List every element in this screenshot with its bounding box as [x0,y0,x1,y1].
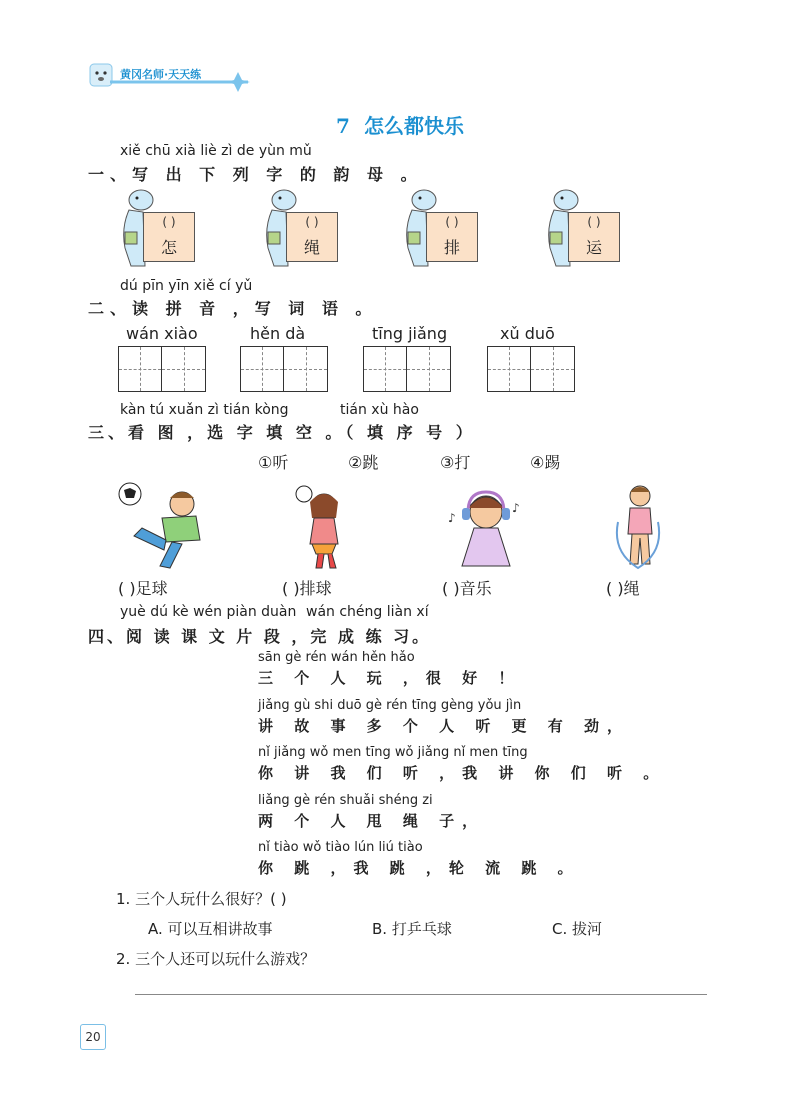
bear-card-4 [540,188,620,268]
word-card [143,212,195,262]
section3-heading: 三、看 图 ，选 字 填 空 。（ 填 序 号 ） [88,423,476,442]
music-girl-icon [446,486,526,570]
section4-pinyin-1: yuè dú kè wén piàn duàn [120,604,297,620]
section1-pinyin: xiě chū xià liè zì de yùn mǔ [120,143,312,159]
word-card [568,212,620,262]
section3-pinyin-1: kàn tú xuǎn zì tián kòng [120,402,289,418]
poem-line-1 [258,650,521,688]
poem-line-3 [258,745,666,783]
blank-word: 音乐 [459,579,492,598]
q1-option-c[interactable]: C. 拔河 [552,920,603,938]
section3-pinyin-2: tián xù hào [340,402,419,418]
poem-text: 你 讲 我 们 听 ，我 讲 你 们 听 。 [258,764,667,782]
blank-word: 足球 [135,579,168,598]
option-2: ②跳 [348,453,379,472]
section1-heading: 一、写 出 下 列 字 的 韵 母 。 [88,165,423,184]
word-pinyin-2: hěn dà [250,324,306,343]
bear-card-1 [115,188,195,268]
option-1: ①听 [258,453,289,472]
answer-blank[interactable]: ( ) [118,579,136,598]
poem-pinyin: nǐ jiǎng wǒ men tīng wǒ jiǎng nǐ men tīng [258,745,528,760]
section4-pinyin-2: wán chéng liàn xí [306,604,429,620]
writing-grid-2[interactable] [240,346,328,392]
answer-blank[interactable]: ( ) [305,215,319,229]
writing-grid-4[interactable] [487,346,575,392]
header-logo [88,58,258,94]
writing-grid-1[interactable] [118,346,206,392]
word-pinyin-1: wán xiào [126,324,198,343]
svg-text:♪: ♪ [448,511,456,525]
writing-grid-3[interactable] [363,346,451,392]
poem-line-2 [258,698,630,736]
character: 怎 [160,238,177,257]
blank-rope[interactable] [606,576,640,599]
section2-heading: 二、读 拼 音 ，写 词 语 。 [88,299,378,318]
word-card [286,212,338,262]
option-3: ③打 [440,453,471,472]
poem-pinyin: sān gè rén wán hěn hǎo [258,650,415,665]
answer-blank[interactable]: ( ) [587,215,601,229]
poem-line-5 [258,840,581,878]
poem-text: 你 跳 ，我 跳 ，轮 流 跳 。 [258,859,581,877]
lesson-number: 7 [336,114,350,138]
poem-pinyin: jiǎng gù shi duō gè rén tīng gèng yǒu jìn [258,698,522,713]
page-title [0,110,800,139]
bear-card-2 [258,188,338,268]
question-1: 1. 三个人玩什么很好？( ) [116,890,287,908]
soccer-kid-icon [112,480,212,570]
word-pinyin-4: xǔ duō [500,324,555,343]
question-2: 2. 三个人还可以玩什么游戏？ [116,950,316,968]
poem-pinyin: liǎng gè rén shuǎi shéng zi [258,793,433,808]
poem-text: 两 个 人 甩 绳 子， [258,812,486,830]
brand-text: 黄冈名师·天天练 [120,68,202,81]
poem-line-4 [258,793,485,831]
section2-pinyin: dú pīn yīn xiě cí yǔ [120,278,253,294]
answer-blank[interactable]: ( ) [445,215,459,229]
q1-option-b[interactable]: B. 打乒乓球 [372,920,452,938]
answer-blank[interactable]: ( ) [442,579,460,598]
section4-heading: 四、阅 读 课 文 片 段 ，完 成 练 习。 [88,627,432,646]
answer-blank[interactable]: ( ) [606,579,624,598]
volleyball-girl-icon [292,482,352,572]
character: 运 [585,238,602,257]
jump-rope-boy-icon [608,482,668,572]
bear-card-3 [398,188,478,268]
lesson-title: 怎么都快乐 [363,114,464,138]
word-pinyin-3: tīng jiǎng [372,324,448,343]
word-card [426,212,478,262]
poem-text: 三 个 人 玩 ，很 好 ！ [258,669,522,687]
blank-soccer[interactable] [118,576,168,599]
q1-option-a[interactable]: A. 可以互相讲故事 [148,920,273,938]
character: 绳 [303,238,320,257]
character: 排 [443,238,460,257]
page-number: 20 [80,1024,106,1050]
option-4: ④踢 [530,453,561,472]
blank-word: 绳 [623,579,640,598]
svg-text:♪: ♪ [512,501,520,515]
answer-line[interactable] [135,994,707,995]
blank-word: 排球 [299,579,332,598]
answer-blank[interactable]: ( ) [162,215,176,229]
poem-pinyin: nǐ tiào wǒ tiào lún liú tiào [258,840,423,855]
blank-volleyball[interactable] [282,576,332,599]
answer-blank[interactable]: ( ) [282,579,300,598]
blank-music[interactable] [442,576,492,599]
poem-text: 讲 故 事 多 个 人 听 更 有 劲， [258,717,631,735]
